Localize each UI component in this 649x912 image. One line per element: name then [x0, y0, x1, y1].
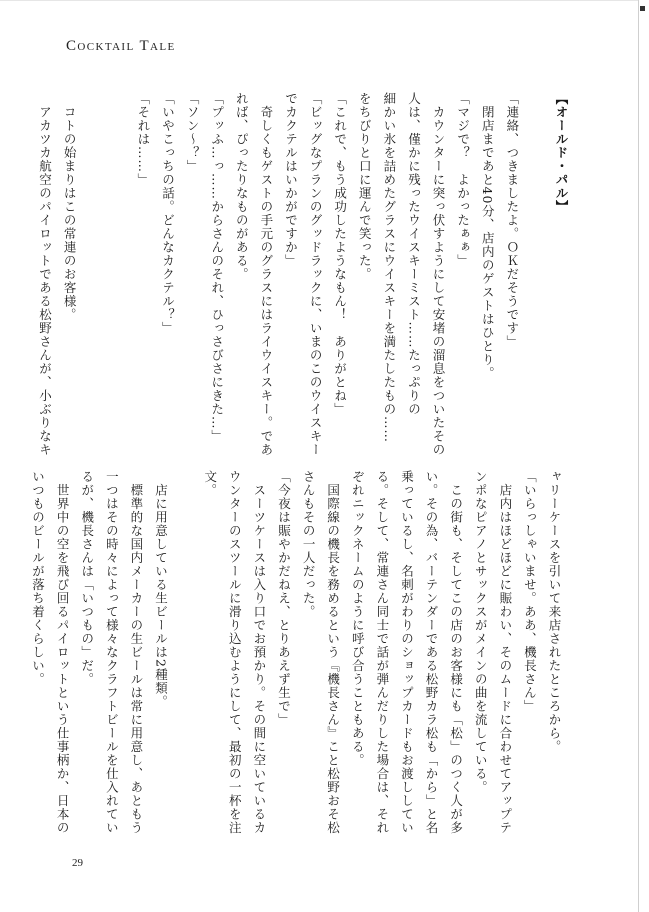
crop-mark [640, 6, 645, 11]
text-line: ウンターのスツールに滑り込むようにして、最初の一杯を注 [227, 470, 243, 835]
text-line: さんもその一人だった。 [301, 470, 317, 619]
text-line: 「これで、もう成功したようなもん！ ありがとね」 [332, 92, 348, 416]
blank-line [81, 92, 106, 464]
text-line: カウンターに突っ伏すようにして安堵の溜息をついたその [431, 92, 447, 457]
page-edge-top [0, 0, 638, 1]
text-line: コトの始まりはこの常連のお客様。 [62, 92, 78, 322]
text-line: アカツカ航空のパイロットである松野さんが、小ぶりなキ [37, 92, 53, 457]
text-line: 店に用意している生ビールは2種類。 [153, 470, 169, 709]
text-line: 一つはその時々によって様々なクラフトビールを仕入れてい [104, 470, 120, 835]
page-number: 29 [72, 857, 83, 869]
text-line: 「それは……」 [135, 92, 151, 187]
lower-text-block [30, 470, 566, 835]
text-line: でカクテルはいかがですか」 [283, 92, 299, 268]
text-line: 細かい氷を詰めたグラスにウイスキーを満たしたもの…… [381, 92, 397, 443]
text-line: をちびりと口に運んで笑った。 [357, 92, 373, 281]
text-line: ぞれニックネームのように呼び合うこともある。 [350, 470, 366, 767]
text-line: 「ソン〜？」 [185, 92, 201, 173]
text-line: ンポなピアノとサックスがメインの曲を流している。 [473, 470, 489, 794]
text-line: この街も、そしてこの店のお客様にも「松」のつく人が多 [448, 470, 464, 835]
text-line: 乗っているし、名刺がわりのショップカードもお渡ししてい [399, 470, 415, 835]
text-line: い。その為、バーテンダーである松野カラ松も「から」と名 [424, 470, 440, 835]
text-line: れば、ぴったりなものがある。 [234, 92, 250, 281]
text-line: 「連絡、つきましたよ。ＯＫだそうです」 [504, 92, 520, 349]
text-line: る。そして、常連さん同士で話が弾んだりした場合は、それ [374, 470, 390, 835]
text-line: 「ビッグなプランのグッドラックに、いまのこのウイスキー [308, 92, 324, 457]
text-line: スーツケースは入り口でお預かり。その間に空いているカ [251, 470, 267, 835]
text-line: 閉店まであと40分、店内のゲストはひとり。 [480, 92, 496, 380]
text-line: 「プッふ…っ……からさんのそれ、ひっさびさにきた…」 [209, 92, 225, 443]
text-line: 奇しくもゲストの手元のグラスにはライウイスキー。であ [258, 92, 274, 457]
text-line: 店内はほどほどに賑わい、そのムードに合わせてアップテ [497, 470, 513, 835]
text-line: 国際線の機長を務めるという『機長さん』こと松野おそ松 [325, 470, 341, 835]
text-line: 人は、僅かに残ったウイスキーミスト……たっぷりの [406, 92, 422, 416]
text-line: るが、機長さんは「いつもの」だ。 [79, 470, 95, 686]
text-line: 標準的な国内メーカーの生ビールは常に用意し、あともう [128, 470, 144, 835]
text-line: ャリーケースを引いて来店されたところから。 [547, 470, 562, 754]
text-line: 「今夜は賑やかだねえ、とりあえず生で」 [276, 470, 292, 727]
blank-line [173, 470, 198, 822]
upper-text-block [37, 92, 573, 464]
text-line: 「いやこっちの話。どんなカクテル？」 [160, 92, 176, 335]
running-head: Cocktail Tale [66, 38, 176, 54]
text-line: 「マジで？ よかったぁぁ」 [455, 92, 471, 268]
text-line: 世界中の空を飛び回るパイロットという仕事柄か、日本の [55, 470, 71, 835]
text-line: 「いらっしゃいませ。ああ、機長さん」 [522, 470, 538, 713]
text-line: いつものビールが落ち着くらしい。 [30, 470, 46, 686]
blank-line [524, 92, 549, 464]
page-edge-right [638, 0, 639, 912]
blank-line [106, 92, 131, 464]
chapter-title: 【オールド・パル】 [554, 92, 569, 214]
text-line: 文。 [202, 470, 218, 497]
